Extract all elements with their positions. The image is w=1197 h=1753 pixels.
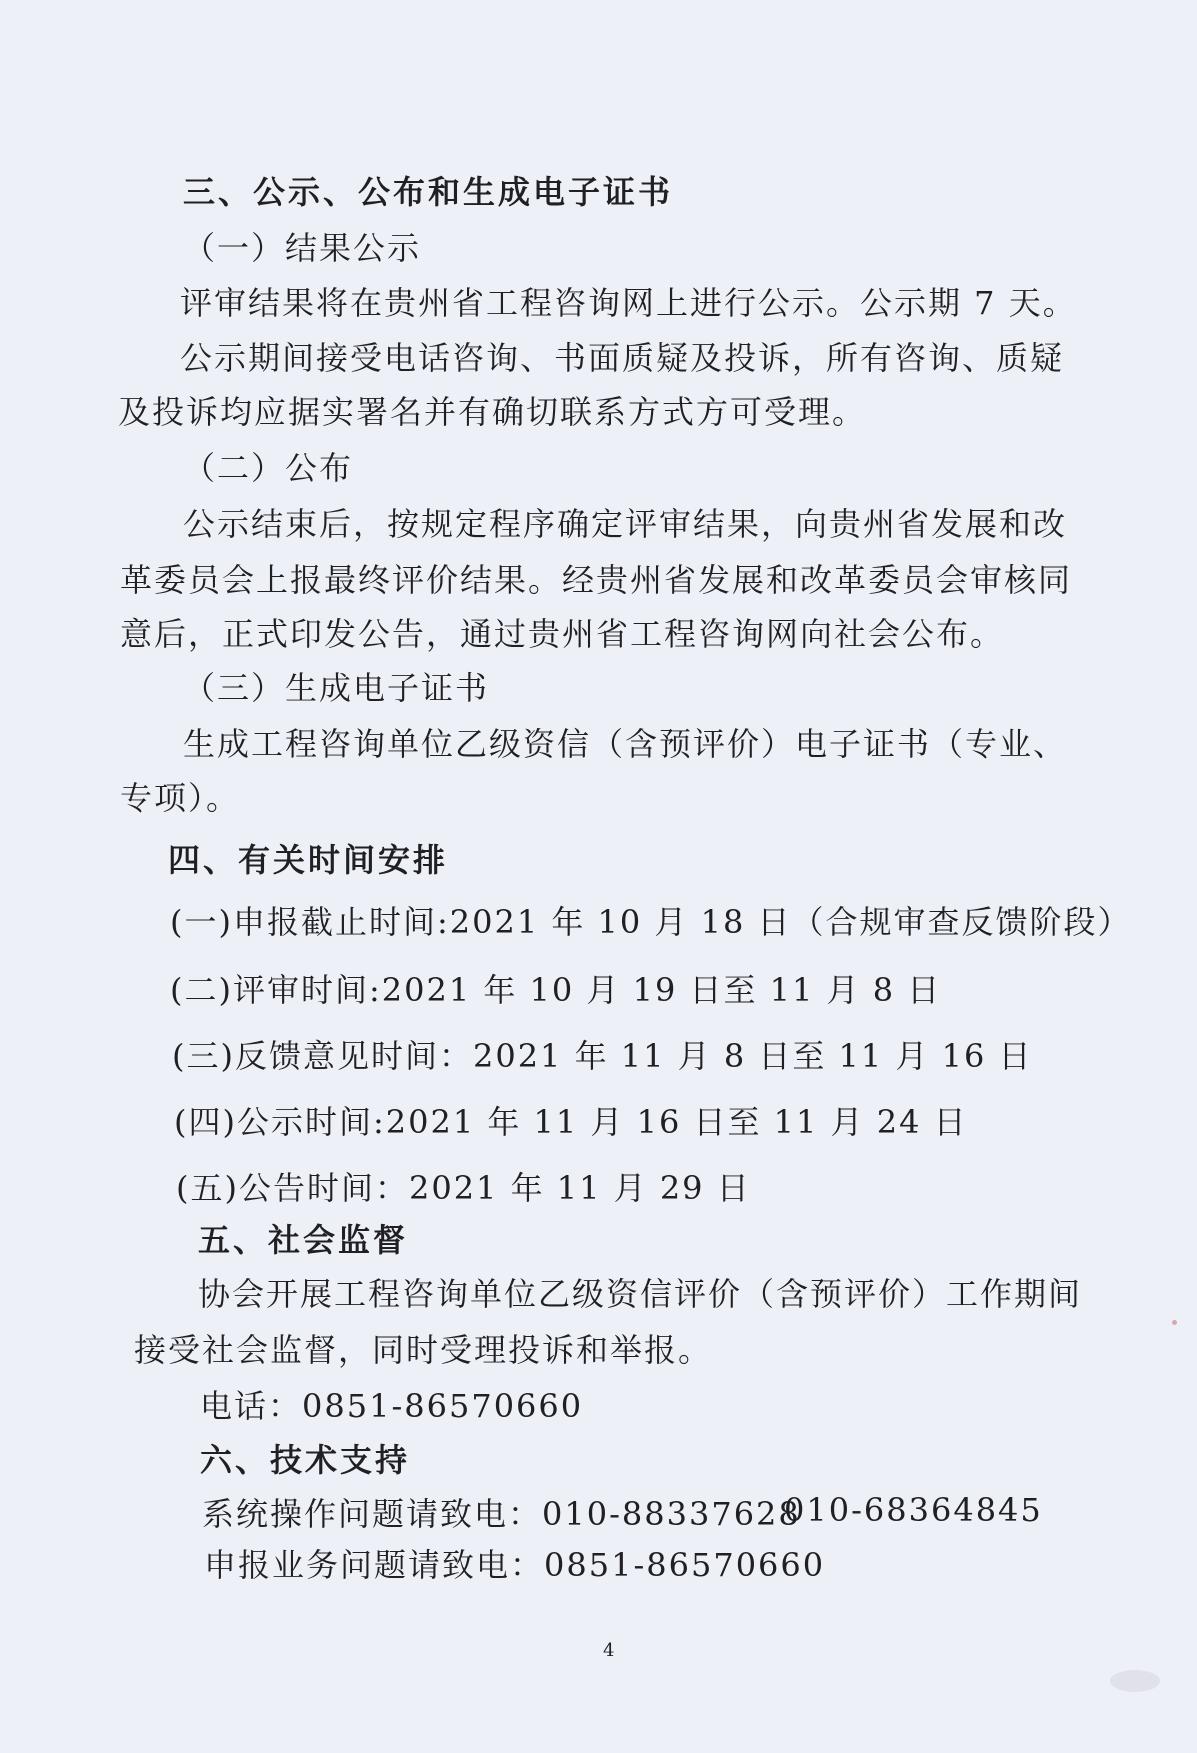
schedule-item: (一)申报截止时间:2021 年 10 月 18 日（合规审查反馈阶段） xyxy=(170,903,1132,941)
schedule-item: (二)评审时间:2021 年 10 月 19 日至 11 月 8 日 xyxy=(170,971,942,1009)
scan-smudge xyxy=(1110,1670,1160,1692)
support-line: 申报业务问题请致电：0851-86570660 xyxy=(204,1546,826,1584)
subsection-title-publish: （二）公布 xyxy=(183,449,354,487)
paragraph-line: 接受社会监督，同时受理投诉和举报。 xyxy=(134,1331,713,1369)
section-heading-5: 五、社会监督 xyxy=(198,1221,409,1259)
paragraph-line: 及投诉均应据实署名并有确切联系方式方可受理。 xyxy=(118,393,867,431)
paragraph-line: 革委员会上报最终评价结果。经贵州省发展和改革委员会审核同 xyxy=(120,561,1073,599)
paragraph-line: 评审结果将在贵州省工程咨询网上进行公示。公示期 7 天。 xyxy=(180,284,1077,322)
support-line: 系统操作问题请致电：010-88337628 xyxy=(202,1495,801,1533)
schedule-item: (五)公告时间：2021 年 11 月 29 日 xyxy=(176,1169,751,1207)
section-heading-4: 四、有关时间安排 xyxy=(168,841,449,879)
schedule-item: (四)公示时间:2021 年 11 月 16 日至 11 月 24 日 xyxy=(174,1103,968,1141)
phone-line: 电话：0851-86570660 xyxy=(200,1387,584,1425)
scan-speck xyxy=(1172,1320,1177,1325)
subsection-title-results: （一）结果公示 xyxy=(183,229,422,267)
paragraph-line: 公示结束后，按规定程序确定评审结果，向贵州省发展和改 xyxy=(183,505,1068,543)
paragraph-line: 生成工程咨询单位乙级资信（含预评价）电子证书（专业、 xyxy=(183,725,1068,763)
section-heading-3: 三、公示、公布和生成电子证书 xyxy=(183,173,674,211)
support-line-secondary: 010-68364845 xyxy=(784,1491,1043,1529)
paragraph-line: 协会开展工程咨询单位乙级资信评价（含预评价）工作期间 xyxy=(198,1275,1083,1313)
section-heading-6: 六、技术支持 xyxy=(200,1441,411,1479)
subsection-title-certificate: （三）生成电子证书 xyxy=(183,669,490,707)
schedule-item: (三)反馈意见时间：2021 年 11 月 8 日至 11 月 16 日 xyxy=(172,1037,1033,1075)
paragraph-line: 意后，正式印发公告，通过贵州省工程咨询网向社会公布。 xyxy=(120,615,1005,653)
paragraph-line: 专项）。 xyxy=(120,779,241,817)
page-number: 4 xyxy=(603,1640,615,1661)
paragraph-line: 公示期间接受电话咨询、书面质疑及投诉，所有咨询、质疑 xyxy=(180,339,1065,377)
